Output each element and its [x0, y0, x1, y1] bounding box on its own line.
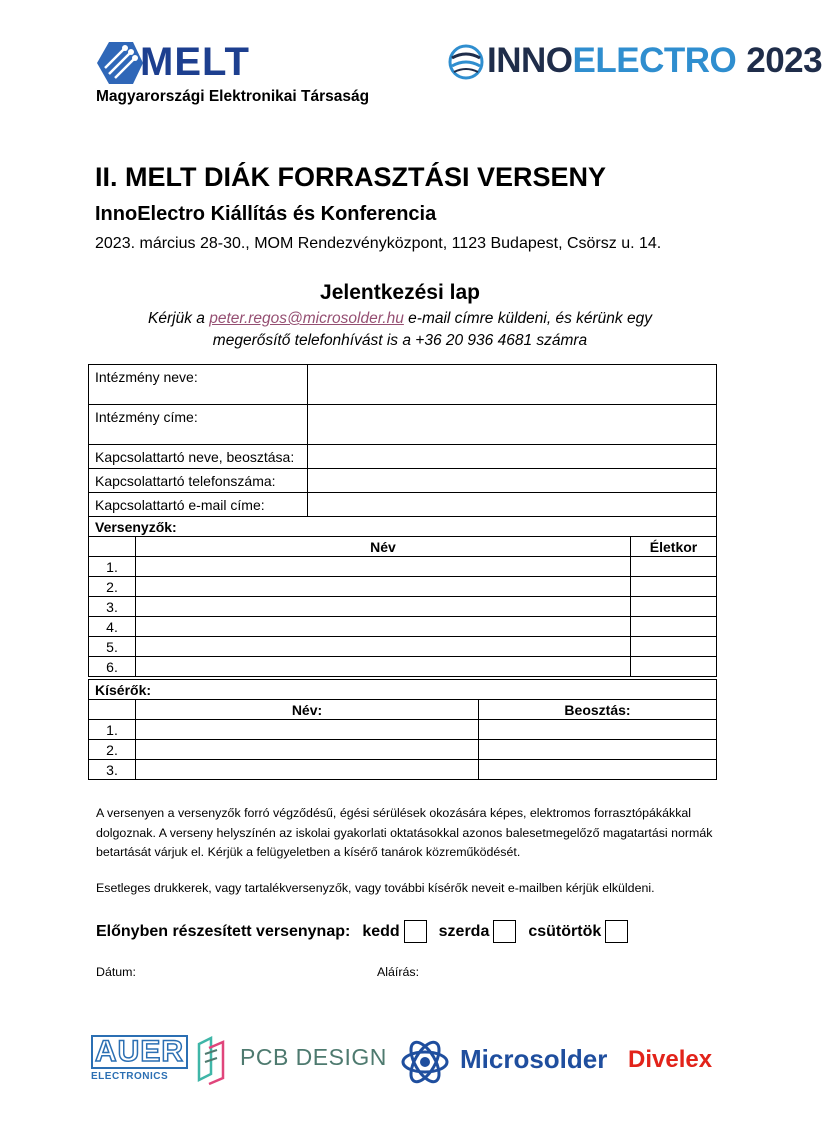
table-row — [89, 637, 717, 657]
registration-table — [88, 364, 717, 517]
number-header-empty — [89, 700, 136, 720]
option-kedd-checkbox[interactable] — [404, 920, 427, 943]
competitors-table — [88, 516, 717, 677]
institution-address-label: Intézmény címe: — [89, 405, 308, 445]
divelex-logo-text: Divelex — [628, 1046, 713, 1073]
info-row — [89, 493, 717, 517]
table-row — [89, 557, 717, 577]
instructions-pre: Kérjük a — [148, 310, 210, 327]
escorts-table — [88, 679, 717, 780]
logo-year: 2023 — [746, 41, 822, 80]
row-number: 3. — [89, 597, 136, 617]
instructions-line-1 — [0, 310, 800, 328]
row-number: 2. — [89, 740, 136, 760]
number-header-empty — [89, 537, 136, 557]
competitors-heading: Versenyzők: — [89, 517, 717, 537]
table-row — [89, 577, 717, 597]
row-number: 4. — [89, 617, 136, 637]
row-number: 3. — [89, 760, 136, 780]
pcb-design-logo-icon — [195, 1034, 231, 1084]
competitor-age-header: Életkor — [631, 537, 717, 557]
preferred-day-row — [96, 920, 640, 943]
innoelectro-logo-text — [487, 41, 822, 81]
institution-name-field[interactable] — [308, 365, 717, 405]
row-number: 2. — [89, 577, 136, 597]
microsolder-logo-text: Microsolder — [460, 1044, 608, 1074]
competitor-age-field[interactable] — [631, 617, 717, 637]
table-row — [89, 657, 717, 677]
competitor-name-field[interactable] — [136, 657, 631, 677]
competitor-age-field[interactable] — [631, 557, 717, 577]
escort-name-field[interactable] — [136, 740, 479, 760]
competitor-age-field[interactable] — [631, 657, 717, 677]
competitor-name-field[interactable] — [136, 557, 631, 577]
contact-phone-label: Kapcsolattartó telefonszáma: — [89, 469, 308, 493]
info-row — [89, 469, 717, 493]
competitor-name-field[interactable] — [136, 577, 631, 597]
option-kedd-label: kedd — [362, 922, 400, 940]
event-date-location: 2023. március 28-30., MOM Rendezvényközpont, 1123 Budapest, Csörsz u. 14. — [95, 235, 662, 252]
competitor-name-field[interactable] — [136, 597, 631, 617]
info-row — [89, 365, 717, 405]
competitor-age-field[interactable] — [631, 597, 717, 617]
microsolder-logo-icon — [400, 1035, 450, 1089]
escort-name-field[interactable] — [136, 760, 479, 780]
contact-email-label: Kapcsolattartó e-mail címe: — [89, 493, 308, 517]
option-szerda-checkbox[interactable] — [493, 920, 516, 943]
safety-paragraph: A versenyen a versenyzők forró végződésű, égési sérülések okozására képes, elektromos forrasztópákákkal dolgoznak. A verseny helyszínén az iskolai gyakorlati oktatásokkal azonos balesetmegelőző magatartási normák betartását várjuk el. Kérjük a felügyeletben a kísérő tanárok közreműködését. — [96, 806, 713, 859]
contact-phone-field[interactable] — [308, 469, 717, 493]
competitor-name-field[interactable] — [136, 617, 631, 637]
instructions-line-2: megerősítő telefonhívást is a +36 20 936 4681 számra — [212, 332, 588, 349]
escort-name-field[interactable] — [136, 720, 479, 740]
melt-logo-text: MELT — [140, 40, 250, 84]
escort-position-field[interactable] — [479, 740, 717, 760]
instructions-post: e-mail címre küldeni, és kérünk egy — [403, 310, 652, 327]
organization-name: Magyarországi Elektronikai Társaság — [96, 88, 370, 105]
escort-position-field[interactable] — [479, 760, 717, 780]
escort-name-header: Név: — [136, 700, 479, 720]
escort-position-field[interactable] — [479, 720, 717, 740]
preferred-day-label: Előnyben részesített versenynap: — [96, 922, 351, 940]
institution-address-field[interactable] — [308, 405, 717, 445]
option-csutortok-checkbox[interactable] — [605, 920, 628, 943]
competitor-age-field[interactable] — [631, 577, 717, 597]
table-row — [89, 720, 717, 740]
page-title: II. MELT DIÁK FORRASZTÁSI VERSENY — [95, 162, 607, 192]
table-row — [89, 740, 717, 760]
contact-name-field[interactable] — [308, 445, 717, 469]
email-link[interactable]: peter.regos@microsolder.hu — [209, 310, 404, 327]
competitor-name-field[interactable] — [136, 637, 631, 657]
date-label: Dátum: — [96, 965, 136, 979]
logo-electro: ELECTRO — [572, 41, 737, 80]
escort-position-header: Beosztás: — [479, 700, 717, 720]
auer-logo-sub: ELECTRONICS — [91, 1071, 169, 1082]
row-number: 1. — [89, 720, 136, 740]
institution-name-label: Intézmény neve: — [89, 365, 308, 405]
option-szerda-label: szerda — [438, 922, 490, 940]
page-subtitle: InnoElectro Kiállítás és Konferencia — [95, 203, 437, 225]
table-row — [89, 597, 717, 617]
auer-logo-main: AUER — [91, 1035, 188, 1069]
pcb-design-logo-text: PCB DESIGN — [240, 1044, 387, 1070]
row-number: 5. — [89, 637, 136, 657]
info-row — [89, 445, 717, 469]
info-row — [89, 405, 717, 445]
contact-email-field[interactable] — [308, 493, 717, 517]
row-number: 1. — [89, 557, 136, 577]
logo-inno: INNO — [487, 41, 573, 80]
row-number: 6. — [89, 657, 136, 677]
signature-label: Aláírás: — [377, 965, 420, 979]
form-title: Jelentkezési lap — [320, 281, 480, 304]
escorts-heading: Kísérők: — [89, 680, 717, 700]
option-csutortok-label: csütörtök — [528, 922, 602, 940]
competitor-age-field[interactable] — [631, 637, 717, 657]
table-row — [89, 617, 717, 637]
supporters-paragraph: Esetleges drukkerek, vagy tartalékversenyzők, vagy további kísérők neveit e-mailben kérjük elküldeni. — [96, 881, 655, 895]
contact-name-label: Kapcsolattartó neve, beosztása: — [89, 445, 308, 469]
competitor-name-header: Név — [136, 537, 631, 557]
auer-electronics-logo — [91, 1035, 188, 1082]
table-row — [89, 760, 717, 780]
